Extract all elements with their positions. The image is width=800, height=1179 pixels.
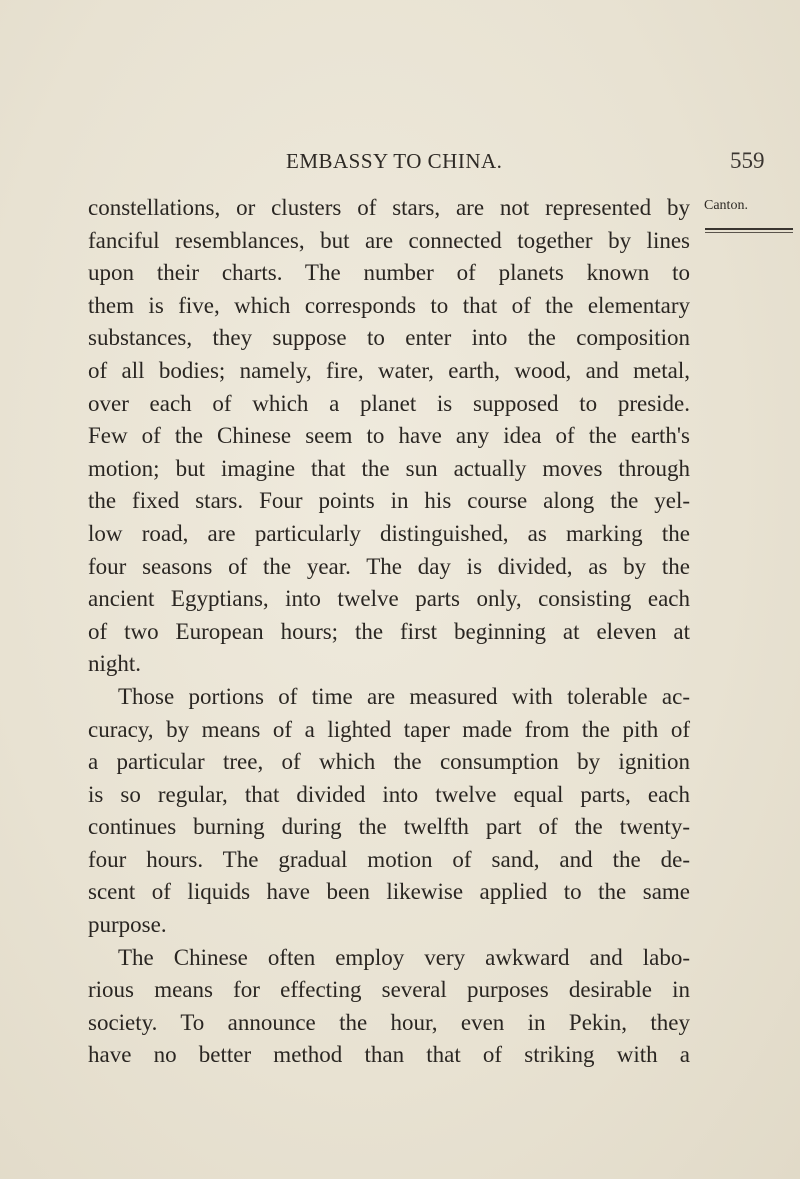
text-line: four hours. The gradual motion of sand, and the de- xyxy=(88,846,690,872)
text-line: Few of the Chinese seem to have any idea of the earth's xyxy=(88,423,690,449)
text-line: of all bodies; namely, fire, water, earth, wood, and metal, xyxy=(88,357,690,383)
marginal-rule xyxy=(705,228,793,230)
text-line: them is five, which corresponds to that of the elementary xyxy=(88,292,690,318)
text-line: motion; but imagine that the sun actually moves through xyxy=(88,455,690,481)
marginal-note: Canton. xyxy=(704,198,748,213)
body-text xyxy=(88,192,690,1072)
text-line: of two European hours; the first beginning at eleven at xyxy=(88,618,690,644)
text-line: night. xyxy=(88,651,142,677)
text-line: fanciful resemblances, but are connected together by lines xyxy=(88,227,690,253)
text-line: society. To announce the hour, even in Pekin, they xyxy=(88,1009,690,1035)
page-number: 559 xyxy=(730,148,765,173)
text-line: curacy, by means of a lighted taper made from the pith of xyxy=(88,716,690,742)
text-line: a particular tree, of which the consumption by ignition xyxy=(88,749,690,775)
text-line: over each of which a planet is supposed to preside. xyxy=(88,390,690,416)
text-line: Those portions of time are measured with tolerable ac- xyxy=(118,683,690,709)
text-line: continues burning during the twelfth part of the twenty- xyxy=(88,814,690,840)
text-line: four seasons of the year. The day is divided, as by the xyxy=(88,553,690,579)
text-line: ancient Egyptians, into twelve parts only, consisting each xyxy=(88,586,690,612)
text-line: upon their charts. The number of planets known to xyxy=(88,260,690,286)
text-line: constellations, or clusters of stars, are not represented by xyxy=(88,195,690,220)
text-line: scent of liquids have been likewise applied to the same xyxy=(88,879,690,905)
running-head: EMBASSY TO CHINA. xyxy=(286,149,503,173)
marginal-rule-thin xyxy=(705,232,793,233)
text-line: low road, are particularly distinguished, as marking the xyxy=(88,520,690,546)
text-line: is so regular, that divided into twelve equal parts, each xyxy=(88,781,690,807)
text-line: have no better method than that of striking with a xyxy=(88,1042,690,1068)
text-line: substances, they suppose to enter into the composition xyxy=(88,325,690,351)
text-line: purpose. xyxy=(88,912,167,938)
text-line: The Chinese often employ very awkward and labo- xyxy=(118,944,690,970)
text-line: rious means for effecting several purposes desirable in xyxy=(88,977,690,1003)
text-line: the fixed stars. Four points in his course along the yel- xyxy=(88,488,690,514)
